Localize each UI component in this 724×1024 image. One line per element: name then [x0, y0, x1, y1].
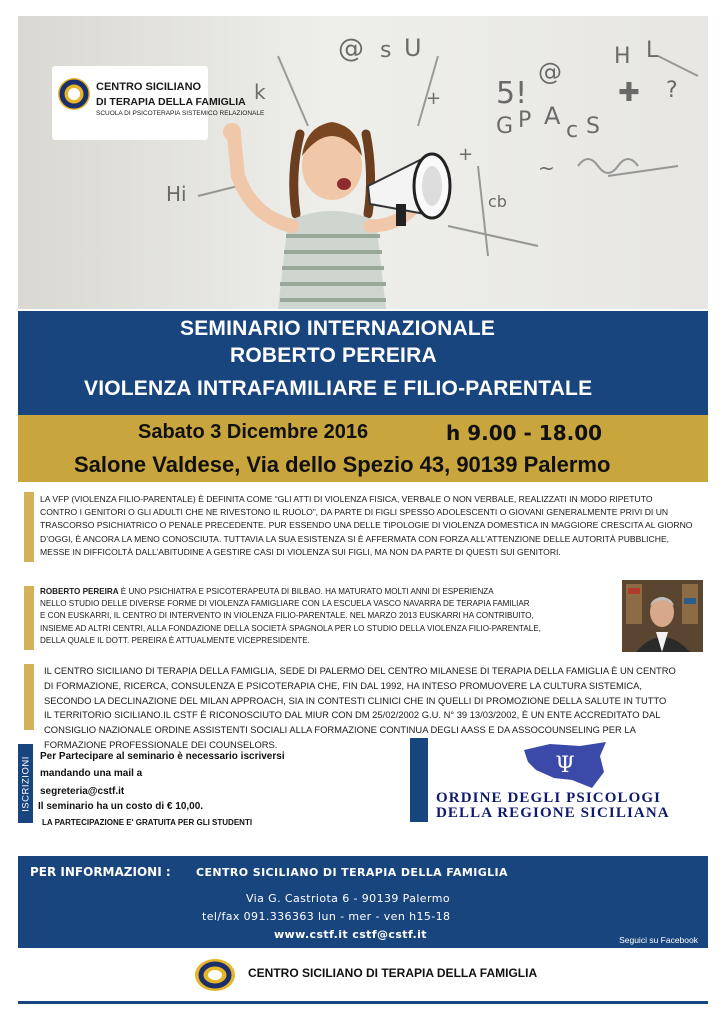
section-accent-bar [24, 492, 34, 562]
pereira-name: ROBERTO PEREIRA [40, 587, 119, 596]
cstf-logo-icon [56, 76, 92, 112]
paragraph-line: DI FORMAZIONE, RICERCA, CONSULENZA E PSICOTERAPIA CHE, FIN DAL 1992, HA INTESO PROMUOVERE LA CULTURA SISTEMICA, [44, 679, 643, 691]
iscrizioni-line: mandando una mail a [40, 768, 143, 779]
event-details-band [18, 415, 708, 482]
doodle-icon: G [496, 114, 514, 139]
speaker-photo [622, 580, 703, 652]
paragraph-line: INSIEME AD ALTRI CENTRI, ALLA FONDAZIONE DELLA SOCIETÀ SPAGNOLA PER LO STUDIO DELLA VIOLENZA FILIO-PARENTALE, [40, 623, 541, 633]
section-accent-bar [24, 586, 34, 650]
paragraph-line: E CON EUSKARRI, IL CENTRO DI INTERVENTO IN VIOLENZA FILIO-PARENTALE. NEL MARZO 2013 EUSKARRI HA CONTRIBUITO, [40, 611, 534, 621]
footer-org-name: CENTRO SICILIANO DI TERAPIA DELLA FAMIGLIA [248, 966, 538, 980]
doodle-icon: @ [538, 58, 562, 86]
registration-email[interactable]: segreteria@cstf.it [40, 786, 125, 797]
info-org: CENTRO SICILIANO DI TERAPIA DELLA FAMIGLIA [196, 866, 508, 879]
title-topic: VIOLENZA INTRAFAMILIARE E FILIO-PARENTALE [84, 377, 593, 400]
facebook-link[interactable]: Seguici su Facebook [619, 935, 698, 945]
doodle-icon: + [458, 144, 474, 165]
seminar-cost: Il seminario ha un costo di € 10,00. [38, 801, 204, 812]
event-time: h 9.00 - 18.00 [446, 421, 603, 445]
doodle-icon: ~ [538, 156, 555, 180]
doodle-icon: ? [666, 78, 678, 103]
info-address: Via G. Castriota 6 - 90139 Palermo [246, 892, 450, 905]
doodle-icon: H [614, 44, 631, 69]
doodle-icon: k [254, 80, 266, 104]
doodle-icon: s [380, 38, 392, 63]
vfp-paragraph [40, 493, 692, 559]
paragraph-line: IL TERRITORIO SICILIANO.IL CSTF È RICONOSCIUTO DAL MIUR CON DM 25/02/2002 G.U. N° 39 13/03/2002, È UN ENTE ACCREDITATO DAL [44, 709, 661, 721]
info-band [18, 856, 708, 948]
doodle-icon: cb [488, 192, 507, 211]
logo-line1: CENTRO SICILIANO [96, 81, 202, 93]
ordine-psicologi-logo [436, 791, 670, 821]
title-speaker: ROBERTO PEREIRA [230, 344, 437, 367]
title-band [18, 311, 708, 415]
doodle-icon: L [646, 38, 659, 63]
bottom-divider [18, 1001, 708, 1004]
event-date: Sabato 3 Dicembre 2016 [138, 421, 369, 443]
section-accent-bar [24, 664, 34, 730]
student-free-note: LA PARTECIPAZIONE E' GRATUITA PER GLI STUDENTI [42, 818, 253, 827]
doodle-icon: U [404, 34, 422, 62]
ordine-accent-bar [410, 738, 428, 822]
doodle-icon: A [544, 102, 561, 130]
info-web[interactable]: www.cstf.it cstf@cstf.it [274, 928, 427, 941]
girl-megaphone-illustration [18, 16, 708, 309]
info-label: PER INFORMAZIONI : [30, 865, 171, 879]
paragraph-line: LA VFP (VIOLENZA FILIO-PARENTALE) È DEFINITA COME “GLI ATTI DI VIOLENZA FISICA, VERBALE O NON VERBALE, REALIZZATI IN MODO RIPETUTO [40, 494, 653, 504]
footer-logo-icon [193, 957, 237, 993]
iscrizioni-line: Per Partecipare al seminario è necessario iscriversi [40, 751, 285, 762]
pereira-bio [40, 586, 541, 647]
paragraph-line: TRASCORSO PSICHIATRICO O PENALE PRECEDENTE. PUR ESSENDO UNA DELLE TIPOLOGIE DI VIOLENZA DOMESTICA IN MAGGIORE CRESCITA AL GIORNO [40, 520, 693, 531]
paragraph-line: NELLO STUDIO DELLE DIVERSE FORME DI VIOLENZA FAMIGLIARE CON LA ESCUELA VASCO NAVARRA DE TERAPIA FAMILIAR [40, 599, 530, 609]
info-phone: tel/fax 091.336363 lun - mer - ven h15-18 [202, 910, 451, 923]
speaker-portrait-icon [622, 580, 703, 652]
doodle-icon: ✚ [618, 78, 640, 108]
cstf-logo-box [52, 66, 265, 140]
ordine-line2: DELLA REGIONE SICILIANA [436, 805, 670, 821]
doodle-icon: S [586, 114, 600, 139]
paragraph-line: CONTRO I GENITORI O GLI ADULTI CHE NE RIVESTONO IL RUOLO”, DA PARTE DI FIGLI SPESSO ADOLESCENTI O GIOVANI GENERALMENTE PRIVI DI UN [40, 507, 669, 518]
logo-line2: DI TERAPIA DELLA FAMIGLIA [96, 96, 246, 108]
paragraph-line: FORMAZIONE PROFESSIONALE DEI COUNSELORS. [44, 738, 278, 750]
sicily-map-icon [520, 740, 610, 792]
iscrizioni-label: ISCRIZIONI [20, 755, 31, 812]
event-place: Salone Valdese, Via dello Spezio 43, 90139 Palermo [74, 452, 611, 477]
doodle-icon: P [518, 108, 532, 133]
ordine-line1: ORDINE DEGLI PSICOLOGI [436, 790, 662, 806]
paragraph-line: CONSIGLIO NAZIONALE ORDINE ASSISTENTI SOCIALI ALLA FORMAZIONE CONTINUA DEGLI AASS E DA ASSOCOUNSELING PER LA [44, 724, 636, 736]
paragraph-line: È UNO PSICHIATRA E PSICOTERAPEUTA DI BILBAO. HA MATURATO MOLTI ANNI DI ESPERIENZA [118, 587, 494, 596]
doodle-icon: c [566, 118, 579, 143]
hero-image [18, 16, 708, 309]
paragraph-line: SECONDO LA DECLINAZIONE DEL MILAN APPROACH, SIA IN CONTESTI CLINICI CHE IN QUELLI DI PROMOZIONE DELLA SALUTE IN TUTTO [44, 694, 667, 706]
doodle-icon: + [426, 88, 442, 109]
doodle-icon: Hi [166, 182, 187, 206]
doodle-icon: 5! [496, 76, 528, 111]
doodle-icon: @ [338, 34, 364, 64]
paragraph-line: D’OGGI, È ANCORA LA MENO CONOSCIUTA. TUTTAVIA LA SUA ESISTENZA SI È AFFERMATA CON FORZA ALL’ATTENZIONE DELLE AUTORITÀ PUBBLICHE, [40, 533, 670, 544]
paragraph-line: MESSE IN DIFFICOLTÀ DALL’ABITUDINE A GESTIRE CASI DI VIOLENZA SUI FIGLI, MA NON DA PARTE DI QUESTI SUI GENITORI. [40, 546, 561, 557]
logo-line3: SCUOLA DI PSICOTERAPIA SISTEMICO RELAZIONALE [96, 110, 265, 117]
ordine-psi-symbol: Ψ [555, 753, 575, 778]
paragraph-line: IL CENTRO SICILIANO DI TERAPIA DELLA FAMIGLIA, SEDE DI PALERMO DEL CENTRO MILANESE DI TERAPIA DELLA FAMIGLIA È UN CENTRO [44, 665, 676, 676]
title-seminar: SEMINARIO INTERNAZIONALE [180, 317, 496, 340]
paragraph-line: DELLA QUALE IL DOTT. PEREIRA È ATTUALMENTE VICEPRESIDENTE. [40, 635, 310, 645]
iscrizioni-tab [18, 744, 33, 823]
